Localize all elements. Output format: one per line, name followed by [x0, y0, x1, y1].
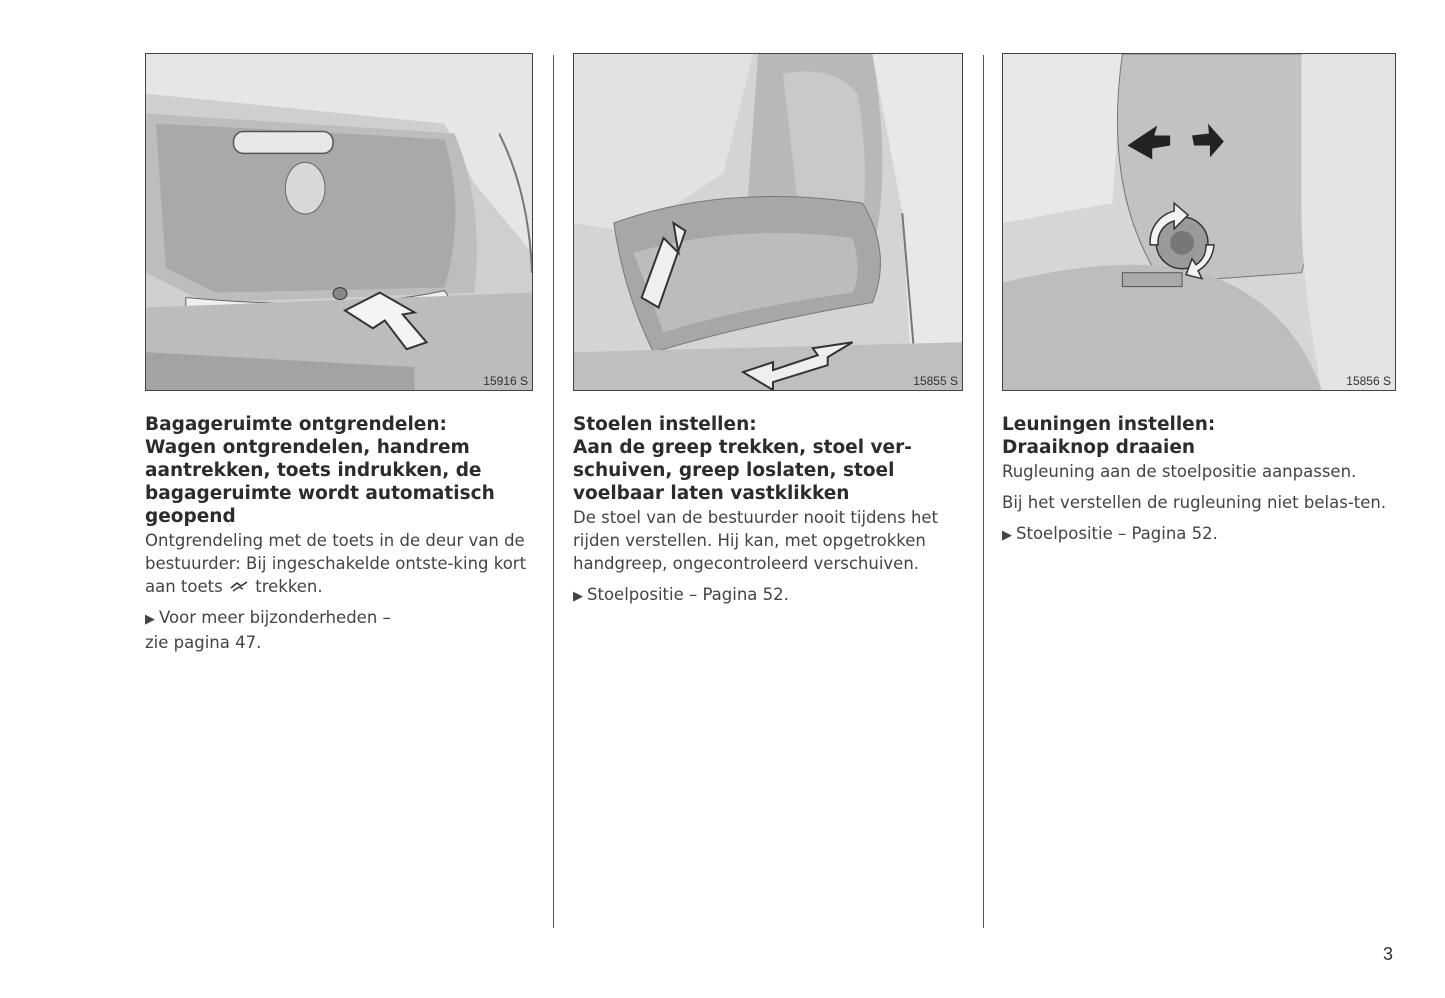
seat-illustration: [574, 54, 962, 390]
section-subheading: Aan de greep trekken, stoel ver-schuiven, greep loslaten, stoel voelbaar laten vastklikken: [573, 437, 912, 504]
figure-seat-adjust: [573, 53, 963, 391]
triangle-icon: ▶: [1002, 528, 1012, 543]
body-text-end: trekken.: [255, 577, 323, 596]
reference-line1: Voor meer bijzonderheden –: [159, 608, 391, 627]
figure-number: 15856 S: [1346, 374, 1391, 388]
text-block: [145, 413, 533, 662]
section-subheading: Draaiknop draaien: [1002, 437, 1196, 458]
figure-number: 15855 S: [913, 374, 958, 388]
section-subheading: Wagen ontgrendelen, handrem aantrekken, toets indrukken, de bagageruimte wordt automatisch geopend: [145, 437, 495, 527]
cross-reference[interactable]: [145, 606, 533, 654]
figure-backrest-adjust: [1002, 53, 1396, 391]
figure-number: 15916 S: [483, 374, 528, 388]
text-block: [1002, 413, 1396, 555]
cross-reference[interactable]: [1002, 522, 1396, 547]
triangle-icon: ▶: [145, 612, 155, 627]
section-heading: Leuningen instellen:: [1002, 414, 1216, 435]
body-paragraph: [145, 529, 533, 598]
section-heading: Stoelen instellen:: [573, 414, 757, 435]
body-paragraph: De stoel van de bestuurder nooit tijdens het rijden verstellen. Hij kan, met opgetrokken handgreep, ongecontroleerd verschuiven.: [573, 508, 939, 573]
triangle-icon: ▶: [573, 589, 583, 604]
body-paragraph: Bij het verstellen de rugleuning niet belas-ten.: [1002, 493, 1387, 512]
text-block: [573, 413, 963, 616]
reference-text: Stoelpositie – Pagina 52.: [1016, 524, 1218, 543]
column-divider: [983, 55, 984, 928]
reference-text: Stoelpositie – Pagina 52.: [587, 585, 789, 604]
backrest-illustration: [1003, 54, 1395, 390]
trunk-release-icon: [230, 580, 248, 592]
section-heading: Bagageruimte ontgrendelen:: [145, 414, 447, 435]
reference-line2: zie pagina 47.: [145, 633, 262, 652]
body-paragraph: Rugleuning aan de stoelpositie aanpassen.: [1002, 462, 1357, 481]
figure-trunk-release: [145, 53, 533, 391]
page-number: 3: [1383, 944, 1394, 964]
body-text: Ontgrendeling met de toets in de deur van de bestuurder: Bij ingeschakelde ontste-king kort aan toets: [145, 531, 527, 596]
trunk-illustration: [146, 54, 532, 390]
cross-reference[interactable]: [573, 583, 963, 608]
column-divider: [553, 55, 554, 928]
